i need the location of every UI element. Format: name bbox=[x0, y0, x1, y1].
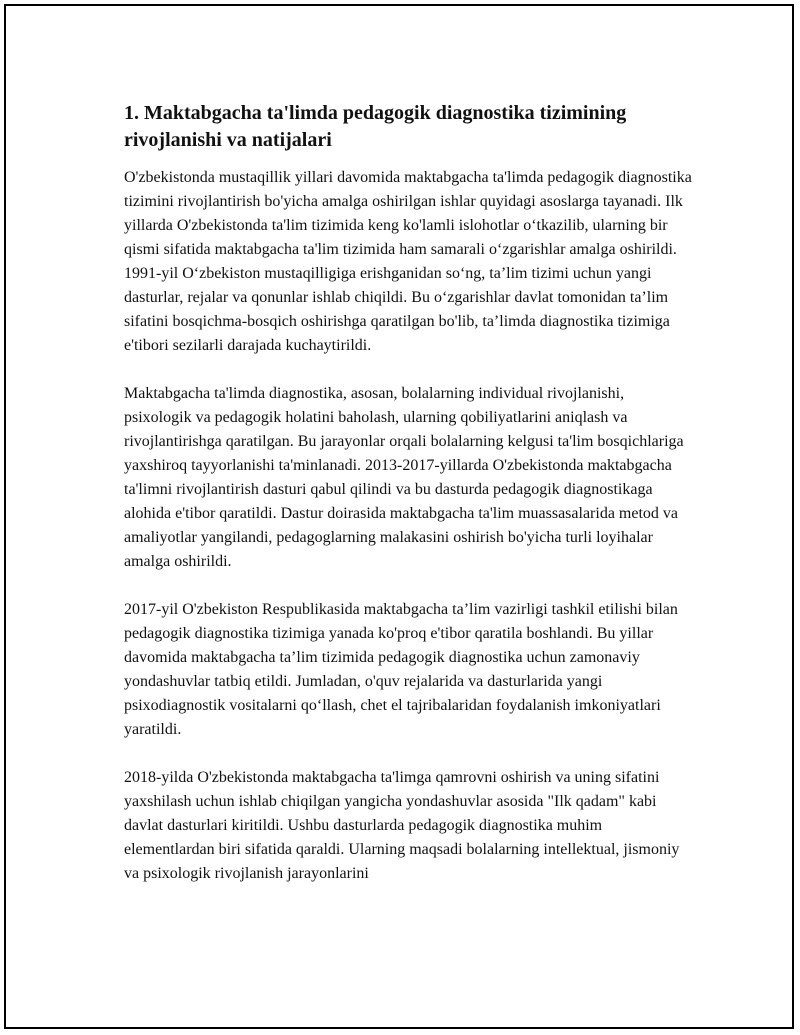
paragraph-4: 2018-yilda O'zbekistonda maktabgacha ta'limga qamrovni oshirish va uning sifatini yaxshilash uchun ishlab chiqilgan yangicha yondashuvlar asosida "Ilk qadam" kabi davlat dasturlari kiritildi. Ushbu dasturlarda pedagogik diagnostika muhim elementlardan biri sifatida qaraldi. Ularning maqsadi bolalarning intellektual, jismoniy va psixologik rivojlanish jarayonlarini bbox=[124, 769, 680, 882]
document-body bbox=[124, 100, 694, 910]
page-frame bbox=[4, 4, 794, 1029]
paragraph-2: Maktabgacha ta'limda diagnostika, asosan, bolalarning individual rivojlanishi, psixologik va pedagogik holatini baholash, ularning qobiliyatlarini aniqlash va rivojlantirishga qaratilgan. Bu jarayonlar orqali bolalarning kelgusi ta'lim bosqichlariga yaxshiroq tayyorlanishi ta'minlanadi. 2013-2017-yillarda O'zbekistonda maktabgacha ta'limni rivojlantirish dasturi qabul qilindi va bu dasturda pedagogik diagnostikaga alohida e'tibor qaratildi. Dastur doirasida maktabgacha ta'lim muassasalarida metod va amaliyotlar yangilandi, pedagoglarning malakasini oshirish bo'yicha turli loyihalar amalga oshirildi. bbox=[124, 385, 684, 570]
section-heading: 1. Maktabgacha ta'limda pedagogik diagnostika tizimining rivojlanishi va natijalari bbox=[124, 102, 627, 151]
paragraph-3: 2017-yil O'zbekiston Respublikasida maktabgacha ta’lim vazirligi tashkil etilishi bilan pedagogik diagnostika tizimiga yanada ko'proq e'tibor qaratila boshlandi. Bu yillar davomida maktabgacha ta’lim tizimida pedagogik diagnostika uchun zamonaviy yondashuvlar tatbiq etildi. Jumladan, o'quv rejalarida va dasturlarida yangi psixodiagnostik vositalarni qo‘llash, chet el tajribalaridan foydalanish imkoniyatlari yaratildi. bbox=[124, 601, 678, 738]
paragraph-1: O'zbekistonda mustaqillik yillari davomida maktabgacha ta'limda pedagogik diagnostika tizimini rivojlantirish bo'yicha amalga oshirilgan ishlar quyidagi asoslarga tayanadi. Ilk yillarda O'zbekistonda ta'lim tizimida keng ko'lamli islohotlar o‘tkazilib, ularning bir qismi sifatida maktabgacha ta'lim tizimida ham samarali o‘zgarishlar amalga oshirildi. 1991-yil O‘zbekiston mustaqilligiga erishganidan so‘ng, ta’lim tizimi uchun yangi dasturlar, rejalar va qonunlar ishlab chiqildi. Bu o‘zgarishlar davlat tomonidan ta’lim sifatini bosqichma-bosqich oshirishga qaratilgan bo'lib, ta’limda diagnostika tizimiga e'tibori sezilarli darajada kuchaytirildi. bbox=[124, 169, 692, 354]
